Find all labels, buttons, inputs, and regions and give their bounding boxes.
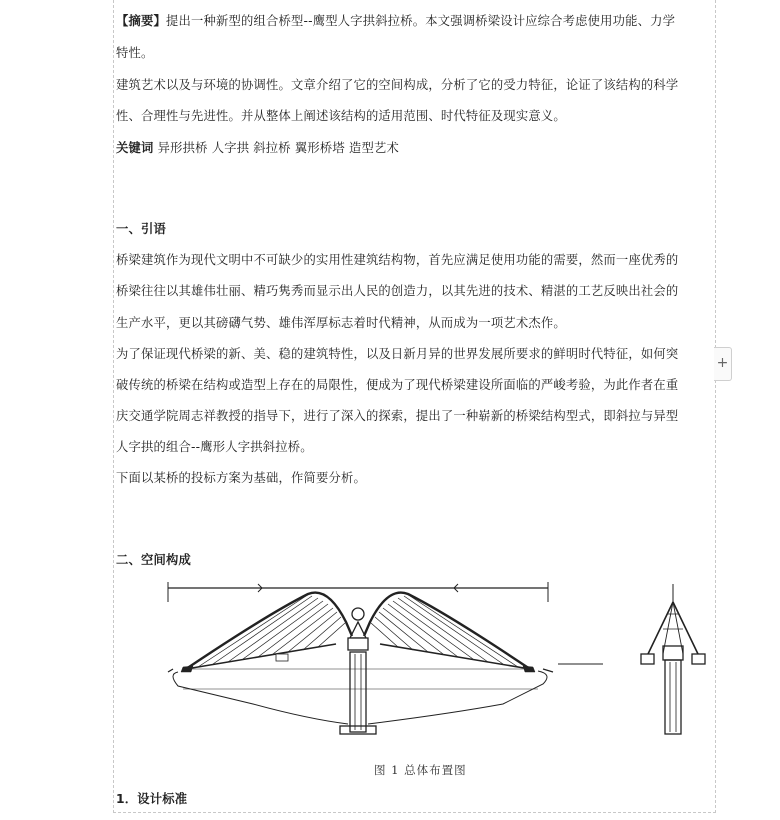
abstract-label: 【摘要】 xyxy=(116,14,166,28)
section-1-p2-line-3: 庆交通学院周志祥教授的指导下，进行了深入的探索，提出了一种崭新的桥梁结构型式，即斜拉与异型 xyxy=(116,409,679,423)
section-1-p2-line-1: 为了保证现代桥梁的新、美、稳的建筑特性，以及日新月异的世界发展所要求的鲜明时代特征，如何突 xyxy=(116,347,679,361)
section-1-p1-line-3: 生产水平，更以其磅礴气势、雄伟浑厚标志着时代精神，从而成为一项艺术杰作。 xyxy=(116,316,566,330)
expand-sidebar-button[interactable]: + xyxy=(714,347,732,381)
figure-caption: 图 1 总体布置图 xyxy=(374,763,467,777)
section-1-p2-line-2: 破传统的桥梁在结构或造型上存在的局限性，便成为了现代桥梁建设所面临的严峻考验，为此作者在重 xyxy=(116,378,679,392)
abstract-line-2: 特性。 xyxy=(116,46,154,60)
central-pier xyxy=(350,652,366,732)
abstract-line-4: 性、合理性与先进性。并从整体上阐述该结构的适用范围、时代特征及现实意义。 xyxy=(116,109,566,123)
section-2-heading: 二、空间构成 xyxy=(116,553,191,567)
subsection-1-heading: 1．设计标准 xyxy=(116,792,188,806)
abstract-line-3: 建筑艺术以及与环境的协调性。文章介绍了它的空间构成，分析了它的受力特征，论证了该结构的科学 xyxy=(116,78,679,92)
abstract-line-1: 【摘要】提出一种新型的组合桥型--鹰型人字拱斜拉桥。本文强调桥梁设计应综合考虑使用功能、力学 xyxy=(116,14,676,28)
tower-top-ornament xyxy=(352,608,364,620)
tower-side-elevation xyxy=(641,584,705,734)
section-1-p2-line-4: 人字拱的组合--鹰形人字拱斜拉桥。 xyxy=(116,440,313,454)
keywords-label: 关键词 xyxy=(116,141,154,155)
keywords-line xyxy=(116,140,399,156)
bridge-layout-figure xyxy=(158,574,718,759)
right-cables xyxy=(371,596,518,667)
section-1-heading: 一、引语 xyxy=(116,222,166,236)
left-arch xyxy=(186,593,352,669)
right-arch xyxy=(364,593,530,669)
left-cables xyxy=(198,596,345,667)
section-1-p1-line-2: 桥梁往往以其雄伟壮丽、精巧隽秀而显示出人民的创造力，以其先进的技术、精湛的工艺反映出社会的 xyxy=(116,284,679,298)
document-page xyxy=(113,0,716,813)
keywords-text: 异形拱桥 人字拱 斜拉桥 翼形桥塔 造型艺术 xyxy=(153,141,399,155)
ground-profile xyxy=(173,671,547,724)
section-1-p1-line-1: 桥梁建筑作为现代文明中不可缺少的实用性建筑结构物，首先应满足使用功能的需要，然而一座优秀的 xyxy=(116,253,679,267)
section-1-p3: 下面以某桥的投标方案为基础，作简要分析。 xyxy=(116,471,366,485)
